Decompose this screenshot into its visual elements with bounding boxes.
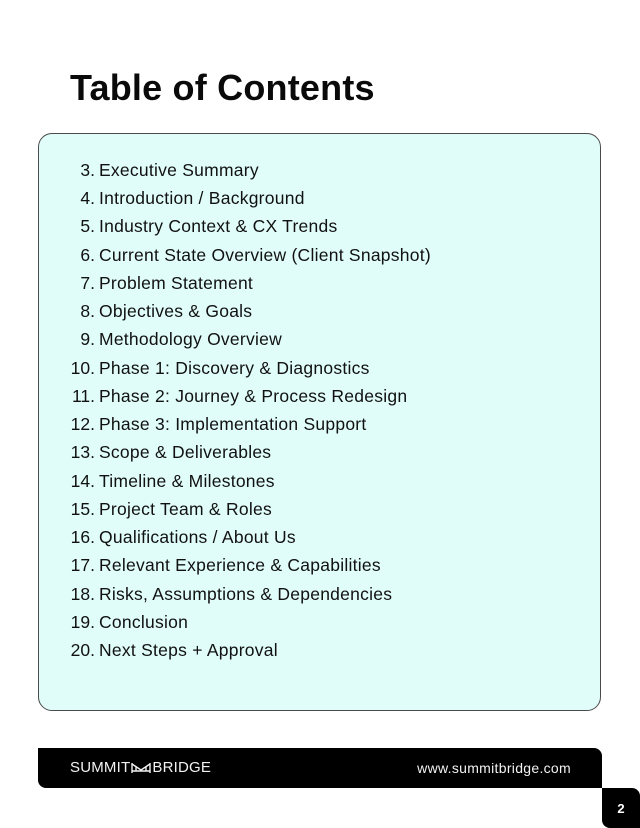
page-number-badge [602,788,640,828]
toc-item-number: 19. [70,611,95,632]
toc-item-number: 9. [80,329,95,350]
toc-item-label: Timeline & Milestones [99,470,275,491]
bridge-logo-icon [131,762,151,774]
toc-item-label: Qualifications / About Us [99,527,296,548]
toc-item-number: 13. [70,442,95,463]
toc-item-number: 4. [80,188,95,209]
brand-name-left: SUMMIT [70,759,131,776]
toc-item-number: 8. [80,301,95,322]
toc-item[interactable] [39,551,431,579]
table-of-contents-panel [38,133,601,711]
toc-item[interactable] [39,241,431,269]
toc-list [39,156,431,664]
toc-item[interactable] [39,297,431,325]
toc-item-label: Phase 1: Discovery & Diagnostics [99,357,370,378]
toc-item-label: Phase 2: Journey & Process Redesign [99,385,408,406]
toc-item[interactable] [39,636,431,664]
toc-item[interactable] [39,212,431,240]
toc-item-number: 20. [70,639,95,660]
website-link[interactable]: www.summitbridge.com [417,760,571,776]
toc-item[interactable] [39,382,431,410]
toc-item-number: 3. [80,160,95,180]
toc-item-label: Next Steps + Approval [99,639,278,660]
toc-item[interactable] [39,354,431,382]
toc-item[interactable] [39,608,431,636]
toc-item-number: 17. [70,555,95,576]
toc-item-number: 15. [70,498,95,519]
toc-item[interactable] [39,184,431,212]
toc-item[interactable] [39,495,431,523]
page-title: Table of Contents [70,67,375,108]
toc-item[interactable] [39,325,431,353]
toc-item-number: 10. [70,357,95,378]
toc-item-number: 7. [80,272,95,293]
toc-item[interactable] [39,269,431,297]
toc-item-label: Methodology Overview [99,329,282,350]
toc-item-label: Introduction / Background [99,188,305,209]
toc-item-label: Conclusion [99,611,189,632]
footer-bar [38,748,602,788]
toc-item-label: Objectives & Goals [99,301,253,322]
toc-item-label: Current State Overview (Client Snapshot) [99,244,431,265]
toc-item-number: 18. [70,583,95,604]
toc-item[interactable] [39,410,431,438]
toc-item-number: 5. [80,216,95,237]
toc-item[interactable] [39,580,431,608]
toc-item-label: Relevant Experience & Capabilities [99,555,381,576]
toc-item-label: Risks, Assumptions & Dependencies [99,583,393,604]
brand-name-right: BRIDGE [152,759,212,776]
toc-item-label: Project Team & Roles [99,498,272,519]
toc-item-label: Industry Context & CX Trends [99,216,338,237]
brand-logo [70,748,211,788]
toc-item-number: 11. [71,385,95,406]
toc-item-label: Problem Statement [99,272,254,293]
toc-item-number: 14. [70,470,95,491]
toc-item[interactable] [39,467,431,495]
toc-item[interactable] [39,156,431,184]
toc-item-number: 16. [70,527,95,548]
toc-item[interactable] [39,438,431,466]
toc-item-label: Scope & Deliverables [99,442,272,463]
page-number: 2 [617,800,625,816]
toc-item-number: 6. [80,244,95,265]
toc-item[interactable] [39,523,431,551]
toc-item-label: Phase 3: Implementation Support [99,414,367,435]
toc-item-label: Executive Summary [99,160,259,180]
toc-item-number: 12. [70,414,95,435]
